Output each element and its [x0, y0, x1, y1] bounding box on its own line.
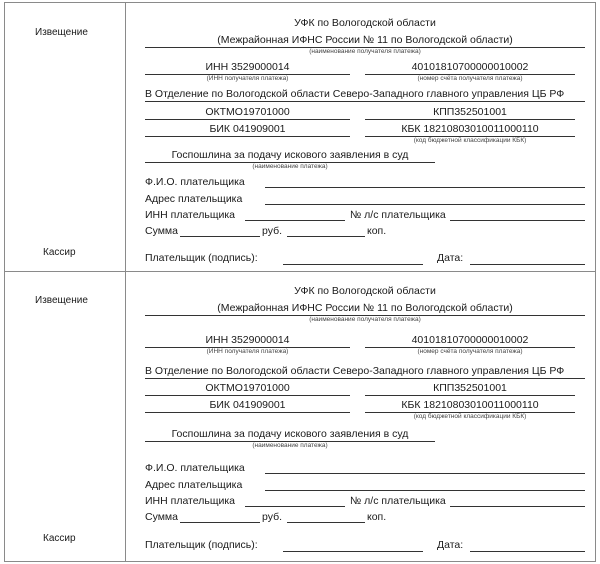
- recipient-caption: (наименование получателя платежа): [309, 316, 421, 323]
- payer-address-label: Адрес плательщика: [145, 479, 243, 491]
- oktmo: ОКТМО19701000: [205, 106, 290, 118]
- oktmo-line: [145, 119, 350, 120]
- payer-account-label: № л/с плательщика: [350, 495, 446, 507]
- payment-receipt-form: [4, 2, 596, 562]
- sum-kop-field[interactable]: [287, 522, 365, 523]
- cashier-label: Кассир: [43, 533, 76, 544]
- bank-line: [145, 101, 585, 102]
- payer-name-label: Ф.И.О. плательщика: [145, 462, 245, 474]
- right-column: [125, 3, 595, 271]
- payer-account-field[interactable]: [450, 506, 585, 507]
- account-caption: (номер счёта получателя платежа): [417, 75, 523, 82]
- oktmo-line: [145, 395, 350, 396]
- payer-name-field[interactable]: [265, 187, 585, 188]
- signature-field[interactable]: [283, 551, 423, 552]
- payer-inn-label: ИНН плательщика: [145, 209, 235, 221]
- recipient-inn: ИНН 3529000014: [205, 334, 290, 346]
- payer-address-field[interactable]: [265, 490, 585, 491]
- payment-name: Госпошлина за подачу искового заявления в суд: [171, 149, 409, 161]
- kbk-caption: (код бюджетной классификации КБК): [413, 137, 527, 144]
- receipt-section-notice: [5, 3, 595, 272]
- kbk-caption: (код бюджетной классификации КБК): [413, 413, 527, 420]
- cashier-label: Кассир: [43, 247, 76, 258]
- ufk-name: УФК по Вологодской области: [294, 285, 436, 297]
- recipient-account: 40101810700000010002: [411, 61, 529, 73]
- payer-address-field[interactable]: [265, 204, 585, 205]
- inn-caption: (ИНН получателя платежа): [206, 75, 289, 82]
- recipient-inn: ИНН 3529000014: [205, 61, 290, 73]
- sum-rub-field[interactable]: [180, 236, 260, 237]
- kbk: КБК 18210803010011000110: [401, 123, 539, 135]
- kbk: КБК 18210803010011000110: [401, 399, 539, 411]
- sum-rub-field[interactable]: [180, 522, 260, 523]
- sum-kop-field[interactable]: [287, 236, 365, 237]
- sum-label: Сумма: [145, 511, 178, 523]
- signature-field[interactable]: [283, 264, 423, 265]
- date-field[interactable]: [470, 551, 585, 552]
- recipient-name: (Межрайонная ИФНС России № 11 по Вологодской области): [217, 302, 513, 314]
- sum-label: Сумма: [145, 225, 178, 237]
- signature-label: Плательщик (подпись):: [145, 252, 258, 264]
- rub-label: руб.: [262, 511, 283, 523]
- bank-line: [145, 378, 585, 379]
- receipt-section-receipt: [5, 271, 595, 561]
- payer-name-label: Ф.И.О. плательщика: [145, 176, 245, 188]
- account-caption: (номер счёта получателя платежа): [417, 348, 523, 355]
- date-field[interactable]: [470, 264, 585, 265]
- kpp: КПП352501001: [433, 106, 507, 118]
- recipient-name: (Межрайонная ИФНС России № 11 по Вологодской области): [217, 34, 513, 46]
- left-column: [5, 271, 126, 561]
- payer-inn-field[interactable]: [245, 506, 345, 507]
- right-column: [125, 271, 595, 561]
- inn-caption: (ИНН получателя платежа): [206, 348, 289, 355]
- signature-label: Плательщик (подпись):: [145, 539, 258, 551]
- payer-address-label: Адрес плательщика: [145, 193, 243, 205]
- kpp: КПП352501001: [433, 382, 507, 394]
- payment-name: Госпошлина за подачу искового заявления в суд: [171, 428, 409, 440]
- kop-label: коп.: [367, 511, 387, 523]
- bank-name: В Отделение по Вологодской области Северо-Западного главного управления ЦБ РФ: [145, 365, 565, 377]
- notice-label: Извещение: [35, 295, 88, 306]
- payer-account-label: № л/с плательщика: [350, 209, 446, 221]
- oktmo: ОКТМО19701000: [205, 382, 290, 394]
- ufk-name: УФК по Вологодской области: [294, 17, 436, 29]
- notice-label: Извещение: [35, 27, 88, 38]
- rub-label: руб.: [262, 225, 283, 237]
- payer-inn-label: ИНН плательщика: [145, 495, 235, 507]
- bik-line: [145, 136, 350, 137]
- left-column: [5, 3, 126, 271]
- payer-name-field[interactable]: [265, 473, 585, 474]
- payment-caption: (наименование платежа): [252, 442, 328, 449]
- bik-line: [145, 412, 350, 413]
- bik: БИК 041909001: [209, 123, 286, 135]
- payer-account-field[interactable]: [450, 220, 585, 221]
- bik: БИК 041909001: [209, 399, 286, 411]
- kpp-line: [365, 119, 575, 120]
- bank-name: В Отделение по Вологодской области Северо-Западного главного управления ЦБ РФ: [145, 88, 565, 100]
- recipient-caption: (наименование получателя платежа): [309, 48, 421, 55]
- date-label: Дата:: [437, 539, 464, 551]
- payer-inn-field[interactable]: [245, 220, 345, 221]
- recipient-account: 40101810700000010002: [411, 334, 529, 346]
- kpp-line: [365, 395, 575, 396]
- kop-label: коп.: [367, 225, 387, 237]
- payment-caption: (наименование платежа): [252, 163, 328, 170]
- date-label: Дата:: [437, 252, 464, 264]
